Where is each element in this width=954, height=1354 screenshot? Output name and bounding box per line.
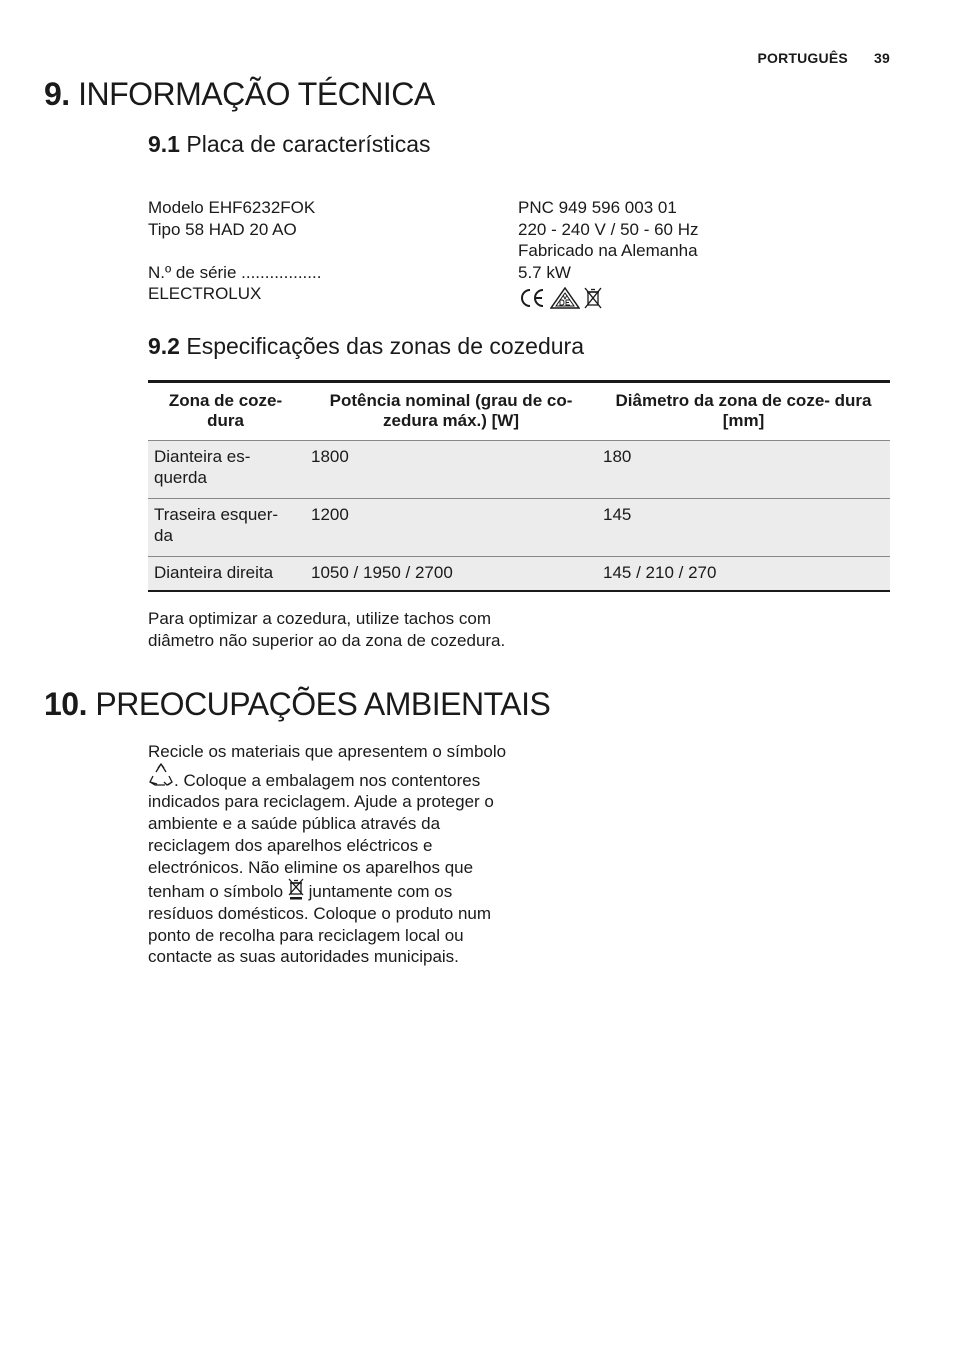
section-9-1-title: Placa de características [186,131,431,157]
cell-zone: Dianteira direita [148,557,303,592]
cell-zone: Dianteira es- querda [148,441,303,499]
environment-text-3: juntamente com os resíduos domésticos. Coloque o produto num ponto de recolha para reciclagem local ou contacte as suas autoridades municipais. [148,882,492,967]
section-10-heading [44,686,550,723]
section-9-number: 9. [44,76,70,112]
section-9-2-title: Especificações das zonas de cozedura [186,333,585,359]
section-9-2-number: 9.2 [148,333,180,359]
section-9-heading [44,76,435,113]
table-row [148,557,890,592]
cell-power: 1050 / 1950 / 2700 [303,557,597,592]
section-9-title: INFORMAÇÃO TÉCNICA [78,76,435,112]
plate-made-in: Fabricado na Alemanha [518,241,698,260]
cell-diameter: 145 / 210 / 270 [597,557,890,592]
plate-voltage: 220 - 240 V / 50 - 60 Hz [518,219,699,239]
rating-plate-right [518,197,699,315]
ce-mark-icon [518,287,546,309]
cookware-note: Para optimizar a cozedura, utilize tachos com diâmetro não superior ao da zona de cozedura. [148,609,506,650]
header-language: PORTUGUÊS [757,50,848,66]
plate-power: 5.7 kW [518,262,571,282]
cooking-zones-table [148,380,890,592]
col-header-power: Potência nominal (grau de co- zedura máx.) [W] [303,382,597,441]
section-10-number: 10. [44,686,87,722]
col-header-diameter: Diâmetro da zona de coze- dura [mm] [597,382,890,441]
cell-zone: Traseira esquer- da [148,499,303,557]
section-9-1-heading [148,131,431,158]
page-header [757,50,890,66]
table-row [148,441,890,499]
table-row [148,499,890,557]
col-header-zone: Zona de coze- dura [148,382,303,441]
vde-mark-icon [550,287,580,309]
plate-serial: N.º de série ................. [148,262,322,282]
cell-power: 1800 [303,441,597,499]
environment-paragraph [148,741,510,968]
plate-brand: ELECTROLUX [148,284,262,303]
environment-text-1: Recicle os materiais que apresentem o símbolo [148,742,507,761]
cell-power: 1200 [303,499,597,557]
section-10-title: PREOCUPAÇÕES AMBIENTAIS [95,686,551,722]
rating-plate-left [148,197,321,305]
table-header-row [148,382,890,441]
weee-bin-icon [288,878,304,900]
section-9-1-number: 9.1 [148,131,180,157]
environment-text-2: . Coloque a embalagem nos contentores indicados para reciclagem. Ajude a proteger o ambiente e a saúde pública através da reciclagem dos aparelhos eléctricos e electrónicos. Não elimine os aparelhos que tenham o símbolo [148,770,494,902]
certification-marks [518,287,602,309]
plate-model: Modelo EHF6232FOK [148,198,316,217]
cell-diameter: 145 [597,499,890,557]
plate-type: Tipo 58 HAD 20 AO [148,219,297,239]
section-9-2-heading [148,333,584,360]
recycle-icon [148,763,174,789]
plate-pnc: PNC 949 596 003 01 [518,198,677,217]
page-number: 39 [874,50,890,66]
cell-diameter: 180 [597,441,890,499]
weee-bin-icon [584,287,602,309]
